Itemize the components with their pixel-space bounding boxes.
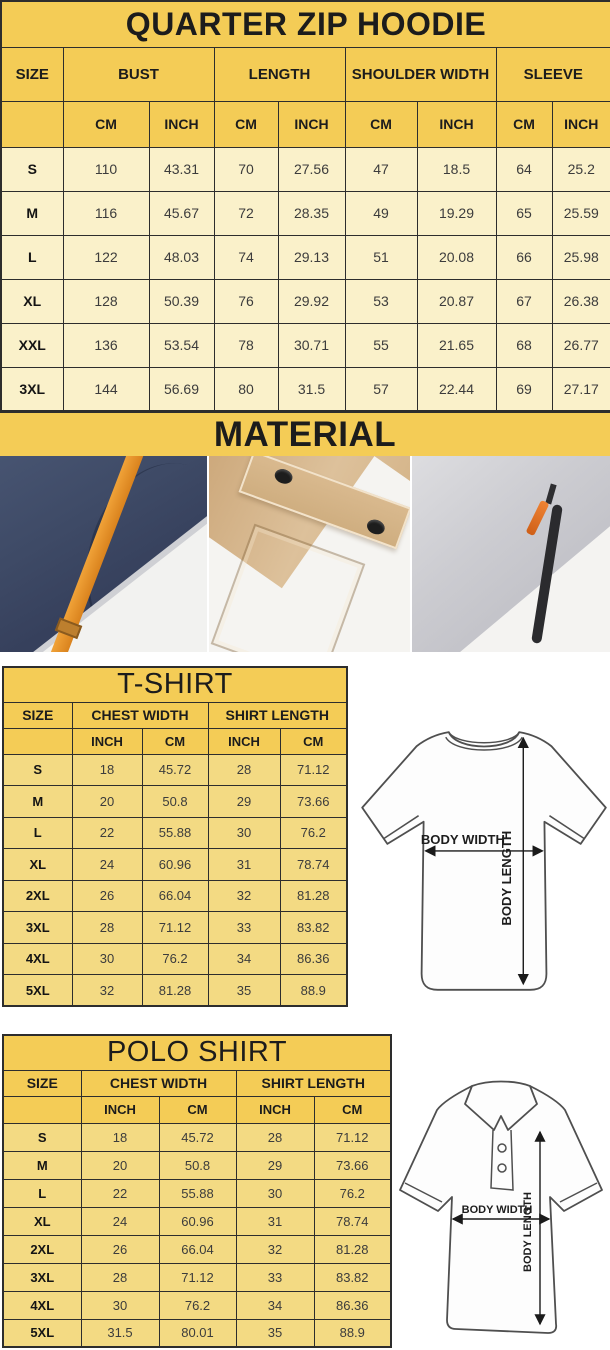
empty-header-cell <box>1 101 63 147</box>
chest-inch-value: 28 <box>72 912 142 944</box>
length-inch-value: 31 <box>208 849 280 881</box>
bust-inch-value: 48.03 <box>149 235 214 279</box>
polo-size-row <box>3 1123 391 1151</box>
length-inch-value: 31 <box>236 1207 314 1235</box>
length-cm-value: 73.66 <box>280 786 347 818</box>
polo-size-row <box>3 1319 391 1347</box>
hoodie-table-body <box>1 147 610 411</box>
polo-table-body <box>3 1123 391 1347</box>
sleeve-inch-value: 26.38 <box>552 279 610 323</box>
material-heading: MATERIAL <box>0 412 610 456</box>
length-cm-value: 70 <box>214 147 278 191</box>
chest-cm-value: 76.2 <box>142 943 208 975</box>
size-label: XL <box>3 1207 81 1235</box>
length-cm-value: 72 <box>214 191 278 235</box>
length-inch-value: 34 <box>236 1291 314 1319</box>
length-cm-value: 88.9 <box>280 975 347 1007</box>
size-label: S <box>3 754 72 786</box>
size-label: M <box>3 1151 81 1179</box>
tshirt-size-row <box>3 943 347 975</box>
column-header-length: LENGTH <box>214 47 345 101</box>
polo-size-row <box>3 1235 391 1263</box>
hoodie-size-row <box>1 235 610 279</box>
bust-cm-value: 128 <box>63 279 149 323</box>
bust-inch-value: 45.67 <box>149 191 214 235</box>
unit-header: CM <box>345 101 417 147</box>
bust-inch-value: 43.31 <box>149 147 214 191</box>
length-inch-value: 30 <box>208 817 280 849</box>
bust-cm-value: 110 <box>63 147 149 191</box>
chest-inch-value: 22 <box>81 1179 159 1207</box>
tshirt-size-row <box>3 912 347 944</box>
chest-cm-value: 50.8 <box>159 1151 236 1179</box>
length-inch-value: 29 <box>236 1151 314 1179</box>
length-inch-value: 30.71 <box>278 323 345 367</box>
size-label: L <box>1 235 63 279</box>
unit-header: INCH <box>81 1096 159 1123</box>
length-inch-value: 32 <box>236 1235 314 1263</box>
length-inch-value: 28.35 <box>278 191 345 235</box>
sleeve-inch-value: 25.59 <box>552 191 610 235</box>
hoodie-size-row <box>1 279 610 323</box>
length-inch-value: 28 <box>208 754 280 786</box>
size-label: 3XL <box>3 1263 81 1291</box>
polo-measurement-diagram <box>392 1072 610 1350</box>
length-cm-value: 78 <box>214 323 278 367</box>
body-width-label: BODY WIDTH <box>420 831 505 847</box>
chest-cm-value: 55.88 <box>159 1179 236 1207</box>
tshirt-table-body <box>3 754 347 1006</box>
unit-header: INCH <box>149 101 214 147</box>
tshirt-size-row <box>3 754 347 786</box>
empty-header-cell <box>3 728 72 754</box>
size-label: M <box>3 786 72 818</box>
shoulder-cm-value: 53 <box>345 279 417 323</box>
bust-inch-value: 50.39 <box>149 279 214 323</box>
length-inch-value: 35 <box>236 1319 314 1347</box>
zipper-tab <box>545 484 556 505</box>
sleeve-inch-value: 25.98 <box>552 235 610 279</box>
zipper-pull <box>526 500 550 536</box>
sleeve-inch-value: 27.17 <box>552 367 610 411</box>
length-inch-value: 29.13 <box>278 235 345 279</box>
length-cm-value: 81.28 <box>314 1235 391 1263</box>
length-inch-value: 30 <box>236 1179 314 1207</box>
hoodie-size-row <box>1 323 610 367</box>
column-header-shirt-length: SHIRT LENGTH <box>208 702 347 728</box>
chest-cm-value: 55.88 <box>142 817 208 849</box>
polo-size-row <box>3 1263 391 1291</box>
chest-cm-value: 60.96 <box>159 1207 236 1235</box>
shoulder-inch-value: 22.44 <box>417 367 496 411</box>
size-label: 3XL <box>1 367 63 411</box>
tshirt-measurement-diagram <box>352 712 610 1014</box>
unit-header: INCH <box>278 101 345 147</box>
column-header-shirt-length: SHIRT LENGTH <box>236 1070 391 1096</box>
material-photo-gray-zipper <box>412 456 610 652</box>
body-length-label: BODY LENGTH <box>522 1192 534 1272</box>
unit-header: INCH <box>72 728 142 754</box>
size-label: S <box>1 147 63 191</box>
body-length-label: BODY LENGTH <box>499 830 515 926</box>
hoodie-size-table <box>0 0 610 412</box>
length-cm-value: 76.2 <box>280 817 347 849</box>
polo-size-row <box>3 1291 391 1319</box>
size-label: M <box>1 191 63 235</box>
shoulder-cm-value: 55 <box>345 323 417 367</box>
shoulder-inch-value: 20.08 <box>417 235 496 279</box>
chest-inch-value: 30 <box>72 943 142 975</box>
size-label: 5XL <box>3 975 72 1007</box>
shoulder-cm-value: 47 <box>345 147 417 191</box>
length-inch-value: 31.5 <box>278 367 345 411</box>
unit-header: CM <box>142 728 208 754</box>
shoulder-inch-value: 18.5 <box>417 147 496 191</box>
chest-inch-value: 31.5 <box>81 1319 159 1347</box>
chest-cm-value: 45.72 <box>142 754 208 786</box>
length-cm-value: 86.36 <box>280 943 347 975</box>
chest-cm-value: 60.96 <box>142 849 208 881</box>
column-header-size: SIZE <box>1 47 63 101</box>
snap-button <box>365 517 387 536</box>
tshirt-size-row <box>3 975 347 1007</box>
size-label: 4XL <box>3 1291 81 1319</box>
bust-cm-value: 144 <box>63 367 149 411</box>
chest-inch-value: 20 <box>72 786 142 818</box>
chest-inch-value: 18 <box>72 754 142 786</box>
tshirt-outline <box>362 732 606 990</box>
polo-size-row <box>3 1151 391 1179</box>
chest-cm-value: 45.72 <box>159 1123 236 1151</box>
chest-inch-value: 20 <box>81 1151 159 1179</box>
length-cm-value: 83.82 <box>314 1263 391 1291</box>
length-cm-value: 88.9 <box>314 1319 391 1347</box>
empty-header-cell <box>3 1096 81 1123</box>
size-label: 2XL <box>3 880 72 912</box>
unit-header: CM <box>159 1096 236 1123</box>
hoodie-table-title: QUARTER ZIP HOODIE <box>1 1 610 47</box>
unit-header: CM <box>496 101 552 147</box>
chest-inch-value: 28 <box>81 1263 159 1291</box>
tshirt-size-row <box>3 817 347 849</box>
chest-cm-value: 71.12 <box>142 912 208 944</box>
chest-inch-value: 32 <box>72 975 142 1007</box>
length-inch-value: 33 <box>208 912 280 944</box>
chest-cm-value: 66.04 <box>159 1235 236 1263</box>
unit-header: INCH <box>208 728 280 754</box>
length-cm-value: 73.66 <box>314 1151 391 1179</box>
bust-inch-value: 53.54 <box>149 323 214 367</box>
tshirt-table-title: T-SHIRT <box>3 667 347 702</box>
length-inch-value: 35 <box>208 975 280 1007</box>
chest-cm-value: 66.04 <box>142 880 208 912</box>
column-header-chest-width: CHEST WIDTH <box>81 1070 236 1096</box>
chest-inch-value: 18 <box>81 1123 159 1151</box>
length-cm-value: 76.2 <box>314 1179 391 1207</box>
length-cm-value: 71.12 <box>314 1123 391 1151</box>
chest-cm-value: 76.2 <box>159 1291 236 1319</box>
material-photo-navy-drawcord <box>0 456 207 652</box>
unit-header: INCH <box>417 101 496 147</box>
length-cm-value: 71.12 <box>280 754 347 786</box>
length-inch-value: 32 <box>208 880 280 912</box>
length-inch-value: 28 <box>236 1123 314 1151</box>
chest-cm-value: 81.28 <box>142 975 208 1007</box>
sleeve-inch-value: 26.77 <box>552 323 610 367</box>
length-cm-value: 80 <box>214 367 278 411</box>
unit-header: CM <box>280 728 347 754</box>
length-cm-value: 76 <box>214 279 278 323</box>
length-cm-value: 78.74 <box>280 849 347 881</box>
size-label: XL <box>1 279 63 323</box>
length-inch-value: 34 <box>208 943 280 975</box>
column-header-shoulder-width: SHOULDER WIDTH <box>345 47 496 101</box>
snap-button <box>273 467 295 486</box>
length-inch-value: 27.56 <box>278 147 345 191</box>
sleeve-cm-value: 64 <box>496 147 552 191</box>
shoulder-cm-value: 57 <box>345 367 417 411</box>
polo-size-row <box>3 1207 391 1235</box>
size-label: S <box>3 1123 81 1151</box>
column-header-size: SIZE <box>3 1070 81 1096</box>
length-cm-value: 83.82 <box>280 912 347 944</box>
shoulder-cm-value: 51 <box>345 235 417 279</box>
sleeve-cm-value: 68 <box>496 323 552 367</box>
column-header-sleeve: SLEEVE <box>496 47 610 101</box>
unit-header: CM <box>214 101 278 147</box>
sleeve-cm-value: 69 <box>496 367 552 411</box>
drawcord-buckle <box>55 617 82 639</box>
length-inch-value: 29 <box>208 786 280 818</box>
size-label: XL <box>3 849 72 881</box>
length-cm-value: 86.36 <box>314 1291 391 1319</box>
chest-inch-value: 30 <box>81 1291 159 1319</box>
size-label: L <box>3 817 72 849</box>
body-width-label: BODY WIDTH <box>461 1204 533 1216</box>
polo-size-table <box>2 1034 392 1348</box>
column-header-chest-width: CHEST WIDTH <box>72 702 208 728</box>
tshirt-size-row <box>3 880 347 912</box>
size-label: 5XL <box>3 1319 81 1347</box>
column-header-size: SIZE <box>3 702 72 728</box>
length-inch-value: 33 <box>236 1263 314 1291</box>
shoulder-cm-value: 49 <box>345 191 417 235</box>
chest-inch-value: 24 <box>72 849 142 881</box>
chest-inch-value: 26 <box>72 880 142 912</box>
size-label: XXL <box>1 323 63 367</box>
shoulder-inch-value: 19.29 <box>417 191 496 235</box>
chest-cm-value: 50.8 <box>142 786 208 818</box>
bust-cm-value: 116 <box>63 191 149 235</box>
sleeve-cm-value: 67 <box>496 279 552 323</box>
bust-cm-value: 122 <box>63 235 149 279</box>
length-cm-value: 74 <box>214 235 278 279</box>
column-header-bust: BUST <box>63 47 214 101</box>
length-cm-value: 81.28 <box>280 880 347 912</box>
size-label: 2XL <box>3 1235 81 1263</box>
sleeve-cm-value: 65 <box>496 191 552 235</box>
unit-header: INCH <box>236 1096 314 1123</box>
hoodie-size-row <box>1 147 610 191</box>
chest-inch-value: 26 <box>81 1235 159 1263</box>
length-cm-value: 78.74 <box>314 1207 391 1235</box>
bust-inch-value: 56.69 <box>149 367 214 411</box>
unit-header: CM <box>314 1096 391 1123</box>
size-label: 4XL <box>3 943 72 975</box>
size-label: L <box>3 1179 81 1207</box>
hoodie-size-row <box>1 191 610 235</box>
chest-cm-value: 71.12 <box>159 1263 236 1291</box>
tshirt-size-table <box>2 666 348 1007</box>
hoodie-size-row <box>1 367 610 411</box>
sleeve-cm-value: 66 <box>496 235 552 279</box>
chest-inch-value: 22 <box>72 817 142 849</box>
tshirt-size-row <box>3 849 347 881</box>
unit-header: CM <box>63 101 149 147</box>
size-label: 3XL <box>3 912 72 944</box>
bust-cm-value: 136 <box>63 323 149 367</box>
chest-cm-value: 80.01 <box>159 1319 236 1347</box>
chest-inch-value: 24 <box>81 1207 159 1235</box>
polo-size-row <box>3 1179 391 1207</box>
unit-header: INCH <box>552 101 610 147</box>
polo-table-title: POLO SHIRT <box>3 1035 391 1070</box>
tshirt-size-row <box>3 786 347 818</box>
shoulder-inch-value: 20.87 <box>417 279 496 323</box>
fabric-edge <box>422 504 610 652</box>
material-photos <box>0 456 610 652</box>
material-photo-khaki-pocket <box>209 456 410 652</box>
shoulder-inch-value: 21.65 <box>417 323 496 367</box>
length-inch-value: 29.92 <box>278 279 345 323</box>
sleeve-inch-value: 25.2 <box>552 147 610 191</box>
